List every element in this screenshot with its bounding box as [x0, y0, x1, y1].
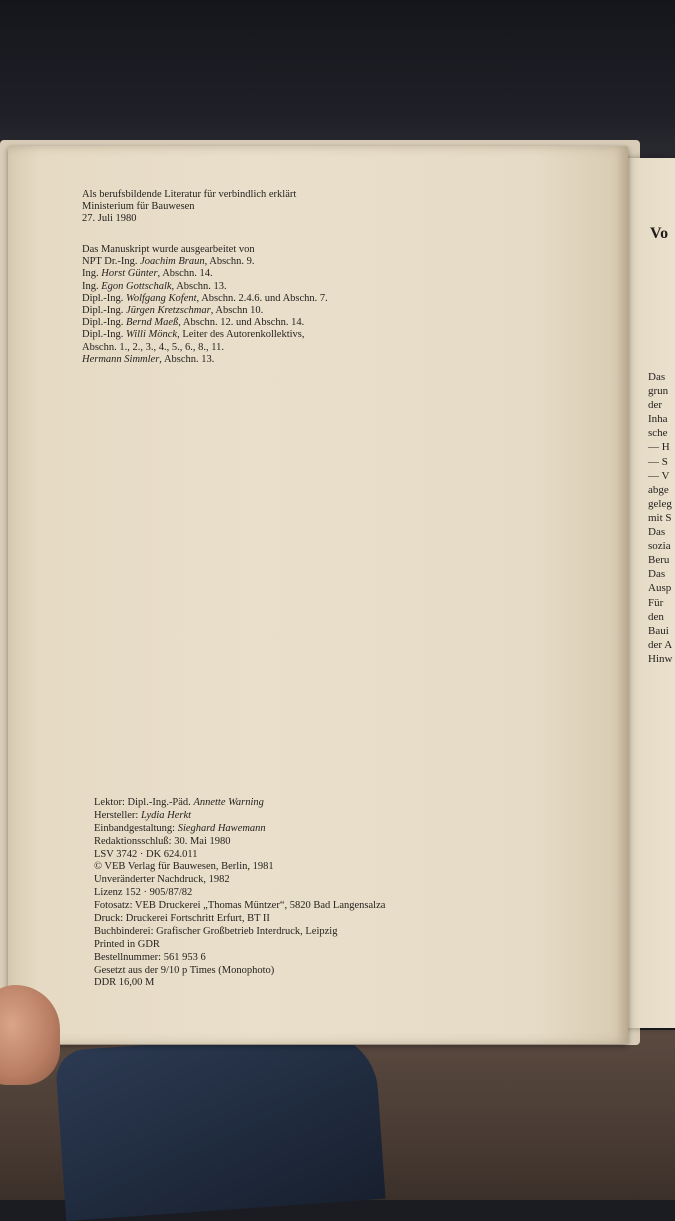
right-line: grun: [648, 385, 669, 398]
author-entry: Dipl.-Ing. Willi Mönck, Leiter des Autorenkollektivs,: [82, 329, 305, 341]
author-entry: Dipl.-Ing. Jürgen Kretzschmar, Abschn 10.: [82, 304, 264, 316]
right-line: der: [648, 399, 663, 412]
right-line: — H: [648, 441, 670, 454]
imprint-line: © VEB Verlag für Bauwesen, Berlin, 1981: [94, 861, 274, 873]
approval-notice: [82, 189, 296, 226]
right-line: — V: [648, 469, 670, 482]
imprint-line: Redaktionsschluß: 30. Mai 1980: [94, 835, 231, 847]
leg-background: [54, 1029, 385, 1221]
imprint-hersteller: Hersteller: Lydia Herkt: [94, 809, 192, 821]
imprint-line: DDR 16,00 M: [94, 977, 155, 989]
approval-ministry: Ministerium für Bauwesen: [82, 201, 195, 213]
imprint-line: Bestellnummer: 561 953 6: [94, 951, 206, 963]
right-line: Hinw: [648, 652, 673, 665]
right-line: Das: [648, 526, 666, 539]
right-line: sche: [648, 427, 668, 440]
right-line: — S: [648, 455, 668, 468]
right-line: Beru: [648, 554, 670, 567]
authors-list: [82, 244, 328, 366]
approval-date: 27. Juli 1980: [82, 213, 137, 225]
imprint-line: Gesetzt aus der 9/10 p Times (Monophoto): [94, 964, 275, 976]
imprint-einband: Einbandgestaltung: Sieghard Hawemann: [94, 822, 266, 834]
author-entry: Ing. Egon Gottschalk, Abschn. 13.: [82, 280, 227, 292]
right-page-heading: Vo: [650, 225, 669, 242]
right-line: Baui: [648, 624, 669, 637]
imprint-line: LSV 3742 · DK 624.011: [94, 848, 198, 860]
authors-intro: Das Manuskript wurde ausgearbeitet von: [82, 244, 255, 255]
author-entry: NPT Dr.-Ing. Joachim Braun, Abschn. 9.: [82, 256, 255, 268]
approval-line: Als berufsbildende Literatur für verbindlich erklärt: [82, 189, 297, 200]
author-entry: Dipl.-Ing. Bernd Maeß, Abschn. 12. und Abschn. 14.: [82, 317, 305, 329]
right-line: mit S: [648, 511, 672, 524]
author-entry: Abschn. 1., 2., 3., 4., 5., 6., 8., 11.: [82, 341, 224, 353]
imprint-line: Fotosatz: VEB Druckerei „Thomas Müntzer“, 5820 Bad Langensalza: [94, 900, 386, 912]
imprint-line: Printed in GDR: [94, 938, 160, 950]
right-line: Ausp: [648, 582, 672, 595]
right-line: sozia: [648, 540, 671, 553]
author-entry: Ing. Horst Günter, Abschn. 14.: [82, 268, 213, 280]
right-line: Das: [648, 371, 666, 383]
imprint-lektor: Lektor: Dipl.-Ing.-Päd. Annette Warning: [94, 797, 264, 808]
right-line: Das: [648, 568, 666, 581]
right-line: abge: [648, 483, 669, 496]
right-line: Für: [648, 596, 664, 609]
right-line: der A: [648, 638, 673, 651]
author-entry: Dipl.-Ing. Wolfgang Kofent, Abschn. 2.4.6. und Abschn. 7.: [82, 292, 328, 304]
imprint-line: Lizenz 152 · 905/87/82: [94, 887, 193, 899]
imprint-line: Buchbinderei: Grafischer Großbetrieb Interdruck, Leipzig: [94, 925, 338, 937]
background-top: [0, 0, 675, 160]
imprint-block: [94, 797, 385, 990]
author-entry: Hermann Simmler, Abschn. 13.: [82, 353, 215, 365]
imprint-line: Druck: Druckerei Fortschritt Erfurt, BT II: [94, 913, 270, 925]
right-line: den: [648, 610, 664, 623]
imprint-line: Unveränderter Nachdruck, 1982: [94, 874, 230, 886]
right-line: Inha: [648, 413, 668, 426]
right-page-text: [648, 370, 672, 666]
right-line: geleg: [648, 497, 672, 510]
